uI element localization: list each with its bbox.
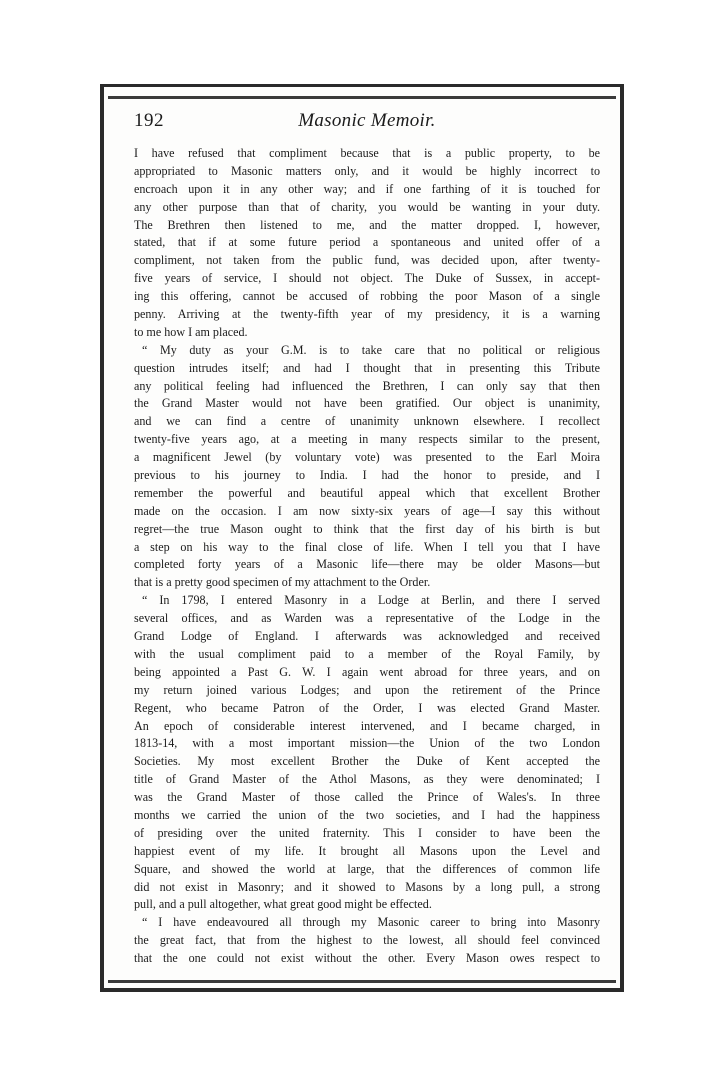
text-line: question intrudes itself; and had I thought that in presenting this Tribute (134, 360, 600, 375)
text-line: being appointed a Past G. W. I again went abroad for three years, and on (134, 664, 600, 679)
text-line: five years of service, I should not object. The Duke of Sussex, in accept- (134, 271, 600, 286)
text-line: happiest event of my life. It brought all Masons upon the Level and (134, 843, 600, 858)
page-header (134, 110, 600, 138)
page-number: 192 (134, 110, 164, 131)
text-line: and we can find a centre of unanimity unknown elsewhere. I recollect (134, 414, 600, 429)
text-line: several offices, and as Warden was a representative of the Lodge in the (134, 611, 600, 626)
text-line: 1813-14, with a most important mission—the Union of the two London (134, 736, 600, 751)
text-line: did not exist in Masonry; and it showed to Masons by a long pull, a strong (134, 879, 600, 894)
text-line: any political feeling had influenced the Brethren, I can only say that then (134, 378, 600, 393)
text-line: the Grand Master would not have been gratified. Our object is unanimity, (134, 396, 600, 411)
text-line: was the Grand Master of those called the Prince of Wales's. In three (134, 790, 600, 805)
text-line: Societies. My most excellent Brother the Duke of Kent accepted the (134, 754, 600, 769)
text-line: title of Grand Master of the Athol Masons, as they were denominated; I (134, 772, 600, 787)
text-line: my return joined various Lodges; and upon the retirement of the Prince (134, 682, 600, 697)
text-line: previous to his journey to India. I had the honor to preside, and I (134, 468, 600, 483)
text-line: I have refused that compliment because that is a public property, to be (134, 146, 600, 160)
running-title: Masonic Memoir. (298, 110, 436, 131)
text-line: with the usual compliment paid to a member of the Royal Family, by (134, 646, 600, 661)
text-line: of presiding over the united fraternity. This I consider to have been the (134, 825, 600, 840)
text-line: compliment, not taken from the public fund, was decided upon, after twenty- (134, 253, 600, 268)
text-line: regret—the true Mason ought to think that the first day of his birth is but (134, 521, 600, 536)
text-line: months we carried the union of the two societies, and I had the happiness (134, 807, 600, 822)
text-line: encroach upon it in any other way; and if one farthing of it is touched for (134, 181, 600, 196)
text-line: a magnificent Jewel (by voluntary vote) was presented to the Earl Moira (134, 450, 600, 465)
text-line: “ My duty as your G.M. is to take care that no political or religious (142, 342, 600, 357)
text-line: that the one could not exist without the other. Every Mason owes respect to (134, 951, 600, 966)
top-rule (108, 96, 616, 99)
text-line: made on the occasion. I am now sixty-six years of age—I say this without (134, 503, 600, 518)
text-line: An epoch of considerable interest intervened, and I became charged, in (134, 718, 600, 733)
text-line: The Brethren then listened to me, and the matter dropped. I, however, (134, 217, 600, 232)
text-line: the great fact, that from the highest to the lowest, all should feel convinced (134, 933, 600, 948)
text-line: that is a pretty good specimen of my attachment to the Order. (134, 575, 431, 590)
text-line: appropriated to Masonic matters only, and it would be highly incorrect to (134, 163, 600, 178)
text-line: Regent, who became Patron of the Order, I was elected Grand Master. (134, 700, 600, 715)
text-line: “ In 1798, I entered Masonry in a Lodge at Berlin, and there I served (142, 593, 600, 608)
text-line: stated, that if at some future period a spontaneous and united offer of a (134, 235, 600, 250)
text-line: any other purpose than that of charity, you would be wanting in your duty. (134, 199, 600, 214)
text-line: pull, and a pull altogether, what great good might be effected. (134, 897, 432, 912)
text-line: a step on his way to the final close of life. When I tell you that I have (134, 539, 600, 554)
text-line: twenty-five years ago, at a meeting in many respects similar to the present, (134, 432, 600, 447)
text-line: Grand Lodge of England. I afterwards was acknowledged and received (134, 629, 600, 644)
text-line: remember the powerful and beautiful appeal which that excellent Brother (134, 485, 600, 500)
text-line: “ I have endeavoured all through my Masonic career to bring into Masonry (142, 915, 600, 930)
text-line: ing this offering, cannot be accused of robbing the poor Mason of a single (134, 289, 600, 304)
text-line: completed forty years of a Masonic life—there may be older Masons—but (134, 557, 600, 572)
bottom-rule (108, 980, 616, 983)
body-text (134, 145, 600, 968)
text-line: to me how I am placed. (134, 324, 248, 339)
text-line: penny. Arriving at the twenty-fifth year of my presidency, it is a warning (134, 307, 600, 322)
text-line: Square, and showed the world at large, that the differences of common life (134, 861, 600, 876)
